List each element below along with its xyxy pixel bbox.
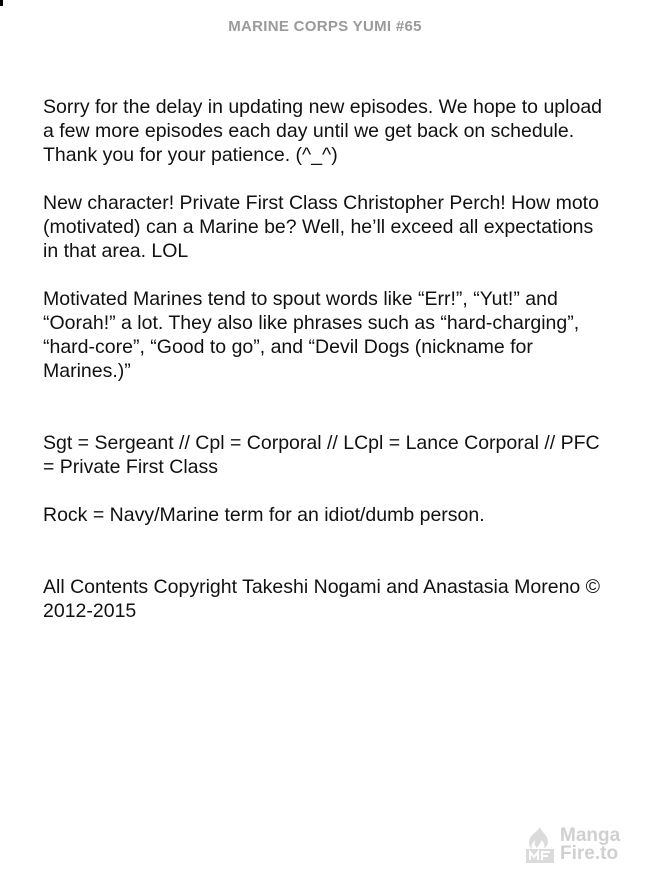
- paragraph-motivated-marines: Motivated Marines tend to spout words like “Err!”, “Yut!” and “Oorah!” a lot. They also like phrases such as “hard-charging”, “hard-core”, “Good to go”, and “Devil Dogs (nickname for Marines.)”: [43, 288, 580, 382]
- paragraph-copyright: All Contents Copyright Takeshi Nogami and Anastasia Moreno © 2012-2015: [43, 576, 601, 622]
- watermark-text: [560, 827, 620, 863]
- flame-logo-icon: [524, 826, 556, 864]
- paragraph-delay-apology: Sorry for the delay in updating new episodes. We hope to upload a few more episodes each day until we get back on schedule. Thank you for your patience. (^_^): [43, 96, 603, 166]
- paragraph-rank-glossary: Sgt = Sergeant // Cpl = Corporal // LCpl = Lance Corporal // PFC = Private First Class: [43, 432, 600, 478]
- watermark-line-1: Manga: [560, 825, 621, 846]
- watermark-line-2: Fire.to: [560, 843, 619, 864]
- site-watermark: [524, 824, 634, 866]
- notes-body: [43, 95, 613, 623]
- corner-mark: [0, 0, 3, 6]
- page-title: MARINE CORPS YUMI #65: [228, 18, 422, 35]
- paragraph-new-character: New character! Private First Class Christopher Perch! How moto (motivated) can a Marine be? Well, he’ll exceed all expectations in that area. LOL: [43, 192, 599, 262]
- paragraph-rock-definition: Rock = Navy/Marine term for an idiot/dumb person.: [43, 504, 485, 526]
